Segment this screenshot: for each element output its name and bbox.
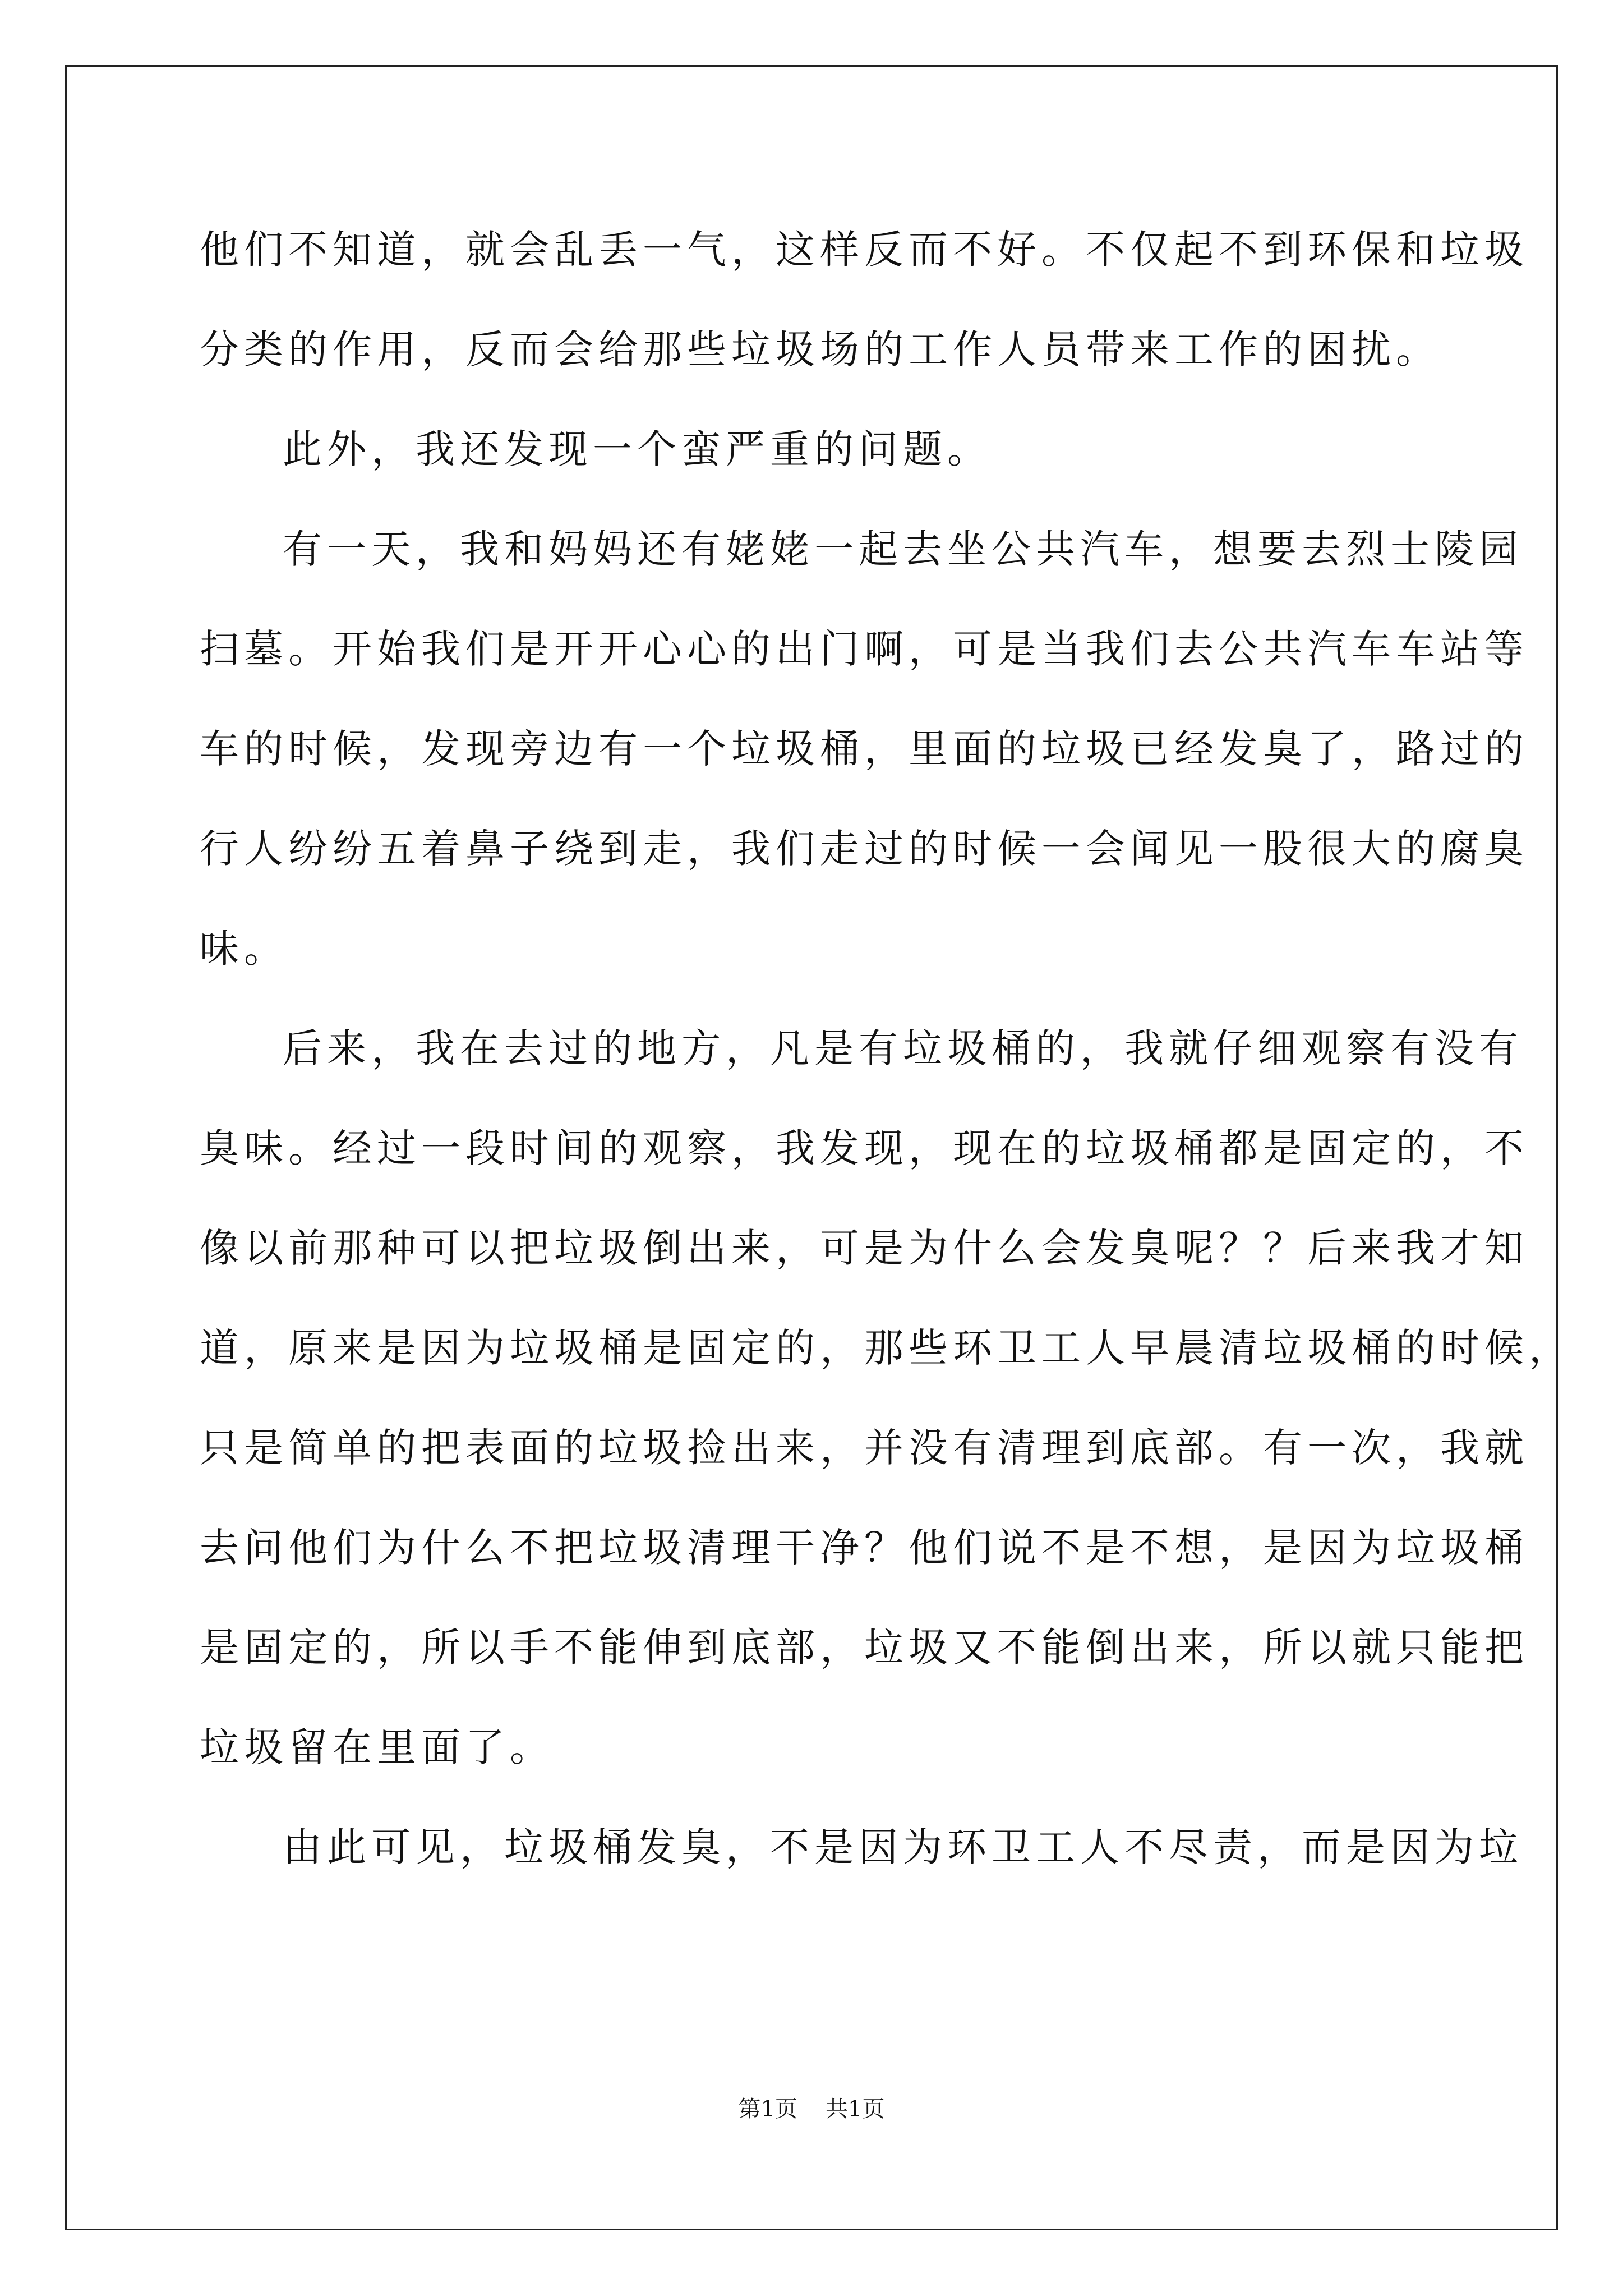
text-line: 他们不知道，就会乱丢一气，这样反而不好。不仅起不到环保和垃圾	[200, 227, 1529, 273]
text-line: 有一天，我和妈妈还有姥姥一起去坐公共汽车，想要去烈士陵园	[283, 526, 1523, 572]
text-line: 味。	[200, 926, 288, 972]
text-line: 垃圾留在里面了。	[200, 1724, 554, 1770]
page-number-current: 第1页	[738, 2096, 797, 2122]
text-line: 分类的作用，反而会给那些垃圾场的工作人员带来工作的困扰。	[200, 326, 1440, 372]
text-line: 扫墓。开始我们是开开心心的出门啊，可是当我们去公共汽车车站等	[200, 626, 1529, 672]
text-line: 像以前那种可以把垃圾倒出来，可是为什么会发臭呢？？后来我才知	[200, 1225, 1529, 1271]
text-line: 行人纷纷五着鼻子绕到走，我们走过的时候一会闻见一股很大的腐臭	[200, 826, 1529, 872]
text-line: 只是简单的把表面的垃圾捡出来，并没有清理到底部。有一次，我就	[200, 1425, 1529, 1471]
text-line: 臭味。经过一段时间的观察，我发现，现在的垃圾桶都是固定的，不	[200, 1125, 1529, 1171]
page-footer	[0, 2092, 1623, 2126]
text-line: 后来，我在去过的地方，凡是有垃圾桶的，我就仔细观察有没有	[283, 1025, 1523, 1071]
text-line: 道，原来是因为垃圾桶是固定的，那些环卫工人早晨清垃圾桶的时候，	[200, 1325, 1573, 1371]
text-line: 车的时候，发现旁边有一个垃圾桶，里面的垃圾已经发臭了，路过的	[200, 726, 1529, 772]
page-number-total: 共1页	[826, 2096, 885, 2122]
text-line: 是固定的，所以手不能伸到底部，垃圾又不能倒出来，所以就只能把	[200, 1625, 1529, 1671]
text-line: 去问他们为什么不把垃圾清理干净？他们说不是不想，是因为垃圾桶	[200, 1525, 1529, 1571]
text-line: 此外，我还发现一个蛮严重的问题。	[283, 426, 992, 472]
text-line: 由此可见，垃圾桶发臭，不是因为环卫工人不尽责，而是因为垃	[283, 1824, 1523, 1870]
